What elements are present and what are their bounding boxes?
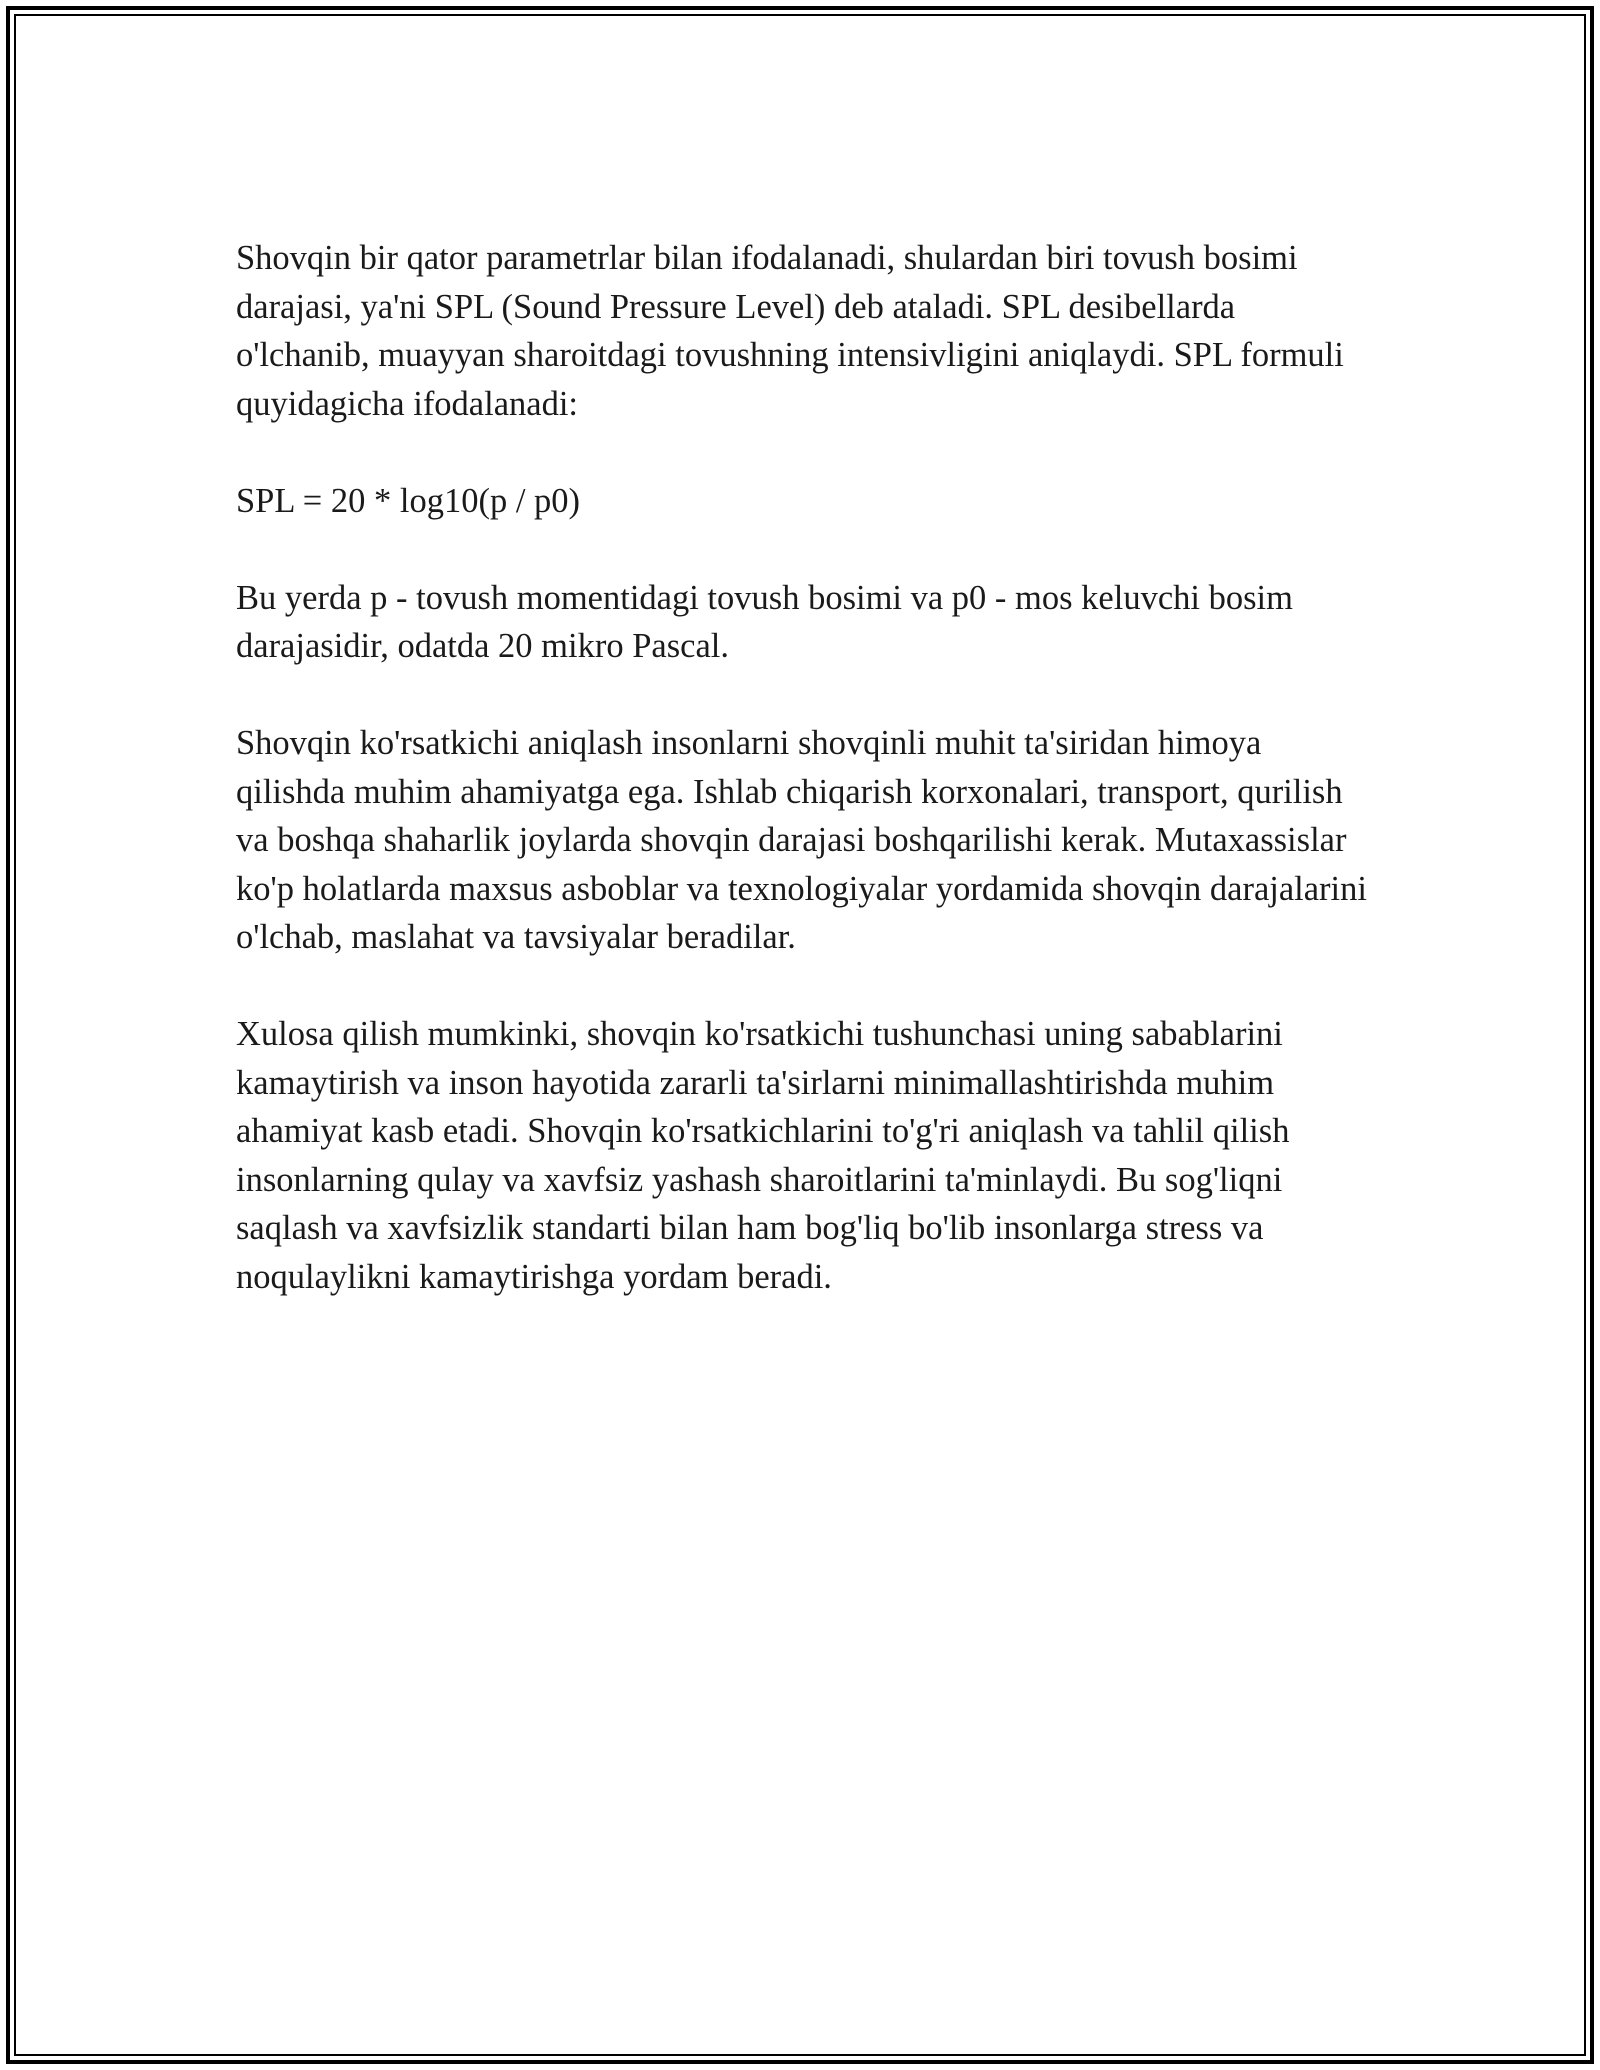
- paragraph-noise-protection: Shovqin ko'rsatkichi aniqlash insonlarni shovqinli muhit ta'siridan himoya qilishda muhim ahamiyatga ega. Ishlab chiqarish korxonalari, transport, qurilish va boshqa shaharlik joylarda shovqin darajasi boshqarilishi kerak. Mutaxassislar ko'p holatlarda maxsus asboblar va texnologiyalar yordamida shovqin darajalarini o'lchab, maslahat va tavsiyalar beradilar.: [236, 724, 1367, 956]
- document-body: [236, 234, 1376, 1350]
- paragraph-formula-explanation: Bu yerda p - tovush momentidagi tovush bosimi va p0 - mos keluvchi bosim darajasidir, odatda 20 mikro Pascal.: [236, 578, 1293, 665]
- paragraph-conclusion: Xulosa qilish mumkinki, shovqin ko'rsatkichi tushunchasi uning sabablarini kamaytirish va inson hayotida zararli ta'sirlarni minimallashtirishda muhim ahamiyat kasb etadi. Shovqin ko'rsatkichlarini to'g'ri aniqlash va tahlil qilish insonlarning qulay va xavfsiz yashash sharoitlarini ta'minlaydi. Bu sog'liqni saqlash va xavfsizlik standarti bilan ham bog'liq bo'lib insonlarga stress va noqulaylikni kamaytirishga yordam beradi.: [236, 1015, 1290, 1296]
- paragraph-spl-intro: Shovqin bir qator parametrlar bilan ifodalanadi, shulardan biri tovush bosimi darajasi, ya'ni SPL (Sound Pressure Level) deb ataladi. SPL desibellarda o'lchanib, muayyan sharoitdagi tovushning intensivligini aniqlaydi. SPL formuli quyidagicha ifodalanadi:: [236, 239, 1344, 423]
- spl-formula: SPL = 20 * log10(p / p0): [236, 481, 581, 520]
